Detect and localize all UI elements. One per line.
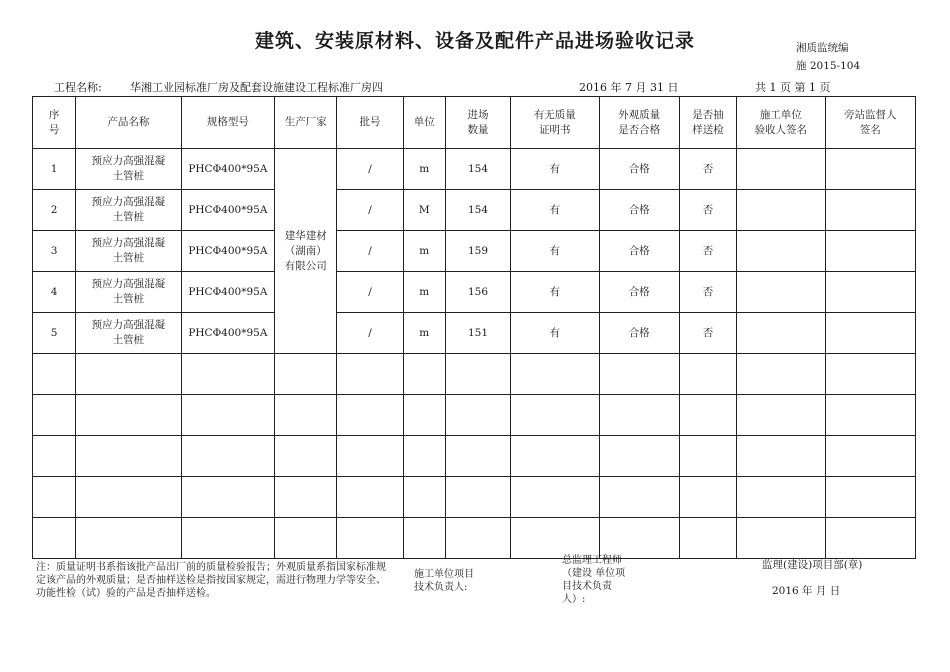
record-date: 2016 年 7 月 31 日 [579, 81, 679, 94]
cell-certificate: 有 [511, 190, 599, 231]
header-manufacturer: 生产厂家 [275, 97, 337, 149]
cell-no: 3 [33, 231, 76, 272]
page-title: 建筑、安装原材料、设备及配件产品进场验收记录 [254, 30, 695, 52]
cell-product-name: 预应力高强混凝 土管桩 [76, 190, 181, 231]
cell-sampled: 否 [679, 313, 736, 354]
cell-batch: / [337, 190, 403, 231]
cell-supervisor-signature [825, 231, 915, 272]
construction-tech-lead: 施工单位项目 技术负责人: [414, 569, 474, 593]
table-row [33, 272, 916, 313]
empty-row [33, 477, 916, 518]
cell-appearance: 合格 [599, 231, 679, 272]
cell-appearance: 合格 [599, 149, 679, 190]
cell-construction-signature [737, 149, 825, 190]
cell-quantity: 154 [445, 190, 510, 231]
cell-appearance: 合格 [599, 272, 679, 313]
project-label: 工程名称: [54, 81, 102, 94]
cell-spec: PHCΦ400*95A [181, 313, 274, 354]
cell-batch: / [337, 149, 403, 190]
cell-spec: PHCΦ400*95A [181, 272, 274, 313]
cell-appearance: 合格 [599, 313, 679, 354]
table-row [33, 231, 916, 272]
cell-construction-signature [737, 190, 825, 231]
page-count: 共 1 页 第 1 页 [755, 81, 831, 94]
cell-supervisor-signature [825, 149, 915, 190]
cell-supervisor-signature [825, 272, 915, 313]
table-row [33, 149, 916, 190]
cell-sampled: 否 [679, 231, 736, 272]
cell-appearance: 合格 [599, 190, 679, 231]
cell-certificate: 有 [511, 149, 599, 190]
cell-no: 2 [33, 190, 76, 231]
cell-unit: m [403, 313, 445, 354]
cell-spec: PHCΦ400*95A [181, 149, 274, 190]
cell-unit: m [403, 149, 445, 190]
header-sampled: 是否抽 样送检 [679, 97, 736, 149]
cell-sampled: 否 [679, 272, 736, 313]
table-row [33, 190, 916, 231]
cell-unit: m [403, 272, 445, 313]
cell-certificate: 有 [511, 231, 599, 272]
header-unit: 单位 [403, 97, 445, 149]
cell-construction-signature [737, 313, 825, 354]
header-batch: 批号 [337, 97, 403, 149]
cell-no: 5 [33, 313, 76, 354]
cell-quantity: 156 [445, 272, 510, 313]
cell-quantity: 154 [445, 149, 510, 190]
supervision-dept-seal: 监理(建设)项目部(章) [762, 559, 863, 571]
cell-unit: M [403, 190, 445, 231]
table-row [33, 313, 916, 354]
cell-no: 4 [33, 272, 76, 313]
header-product-name: 产品名称 [76, 97, 181, 149]
header-spec: 规格型号 [181, 97, 274, 149]
header-no: 序 号 [33, 97, 76, 149]
cell-quantity: 159 [445, 231, 510, 272]
form-code-line2: 施 2015-104 [796, 60, 861, 72]
cell-sampled: 否 [679, 149, 736, 190]
cell-batch: / [337, 272, 403, 313]
acceptance-table [32, 96, 916, 559]
project-name: 华湘工业园标准厂房及配套设施建设工程标准厂房四 [130, 81, 383, 94]
cell-supervisor-signature [825, 313, 915, 354]
cell-product-name: 预应力高强混凝 土管桩 [76, 231, 181, 272]
header-row [33, 97, 916, 149]
cell-sampled: 否 [679, 190, 736, 231]
cell-certificate: 有 [511, 272, 599, 313]
cell-no: 1 [33, 149, 76, 190]
cell-batch: / [337, 231, 403, 272]
form-code-line1: 湘质监统编 [796, 42, 849, 54]
chief-supervisor: 总监理工程师 （建设 单位项 目技术负责 人）: [562, 555, 626, 605]
cell-certificate: 有 [511, 313, 599, 354]
empty-row [33, 354, 916, 395]
cell-construction-signature [737, 272, 825, 313]
header-supervisor-signature: 旁站监督人 签名 [825, 97, 915, 149]
empty-row [33, 518, 916, 559]
cell-manufacturer: 建华建材 （湖南） 有限公司 [275, 149, 337, 354]
header-appearance: 外观质量 是否合格 [599, 97, 679, 149]
header-quantity: 进场 数量 [445, 97, 510, 149]
cell-quantity: 151 [445, 313, 510, 354]
cell-product-name: 预应力高强混凝 土管桩 [76, 149, 181, 190]
signature-date: 2016 年 月 日 [772, 585, 841, 597]
cell-batch: / [337, 313, 403, 354]
cell-supervisor-signature [825, 190, 915, 231]
cell-spec: PHCΦ400*95A [181, 190, 274, 231]
footnote: 注：质量证明书系指该批产品出厂前的质量检验报告；外观质量系指国家标准规 定该产品的外观质量；是否抽样送检是指按国家规定，需进行物理力学等安全、 功能性检（试）验的产品是否抽样送检。 [36, 562, 386, 599]
cell-product-name: 预应力高强混凝 土管桩 [76, 272, 181, 313]
cell-construction-signature [737, 231, 825, 272]
cell-unit: m [403, 231, 445, 272]
empty-row [33, 395, 916, 436]
cell-spec: PHCΦ400*95A [181, 231, 274, 272]
empty-row [33, 436, 916, 477]
cell-product-name: 预应力高强混凝 土管桩 [76, 313, 181, 354]
header-construction-signature: 施工单位 验收人签名 [737, 97, 825, 149]
header-certificate: 有无质量 证明书 [511, 97, 599, 149]
